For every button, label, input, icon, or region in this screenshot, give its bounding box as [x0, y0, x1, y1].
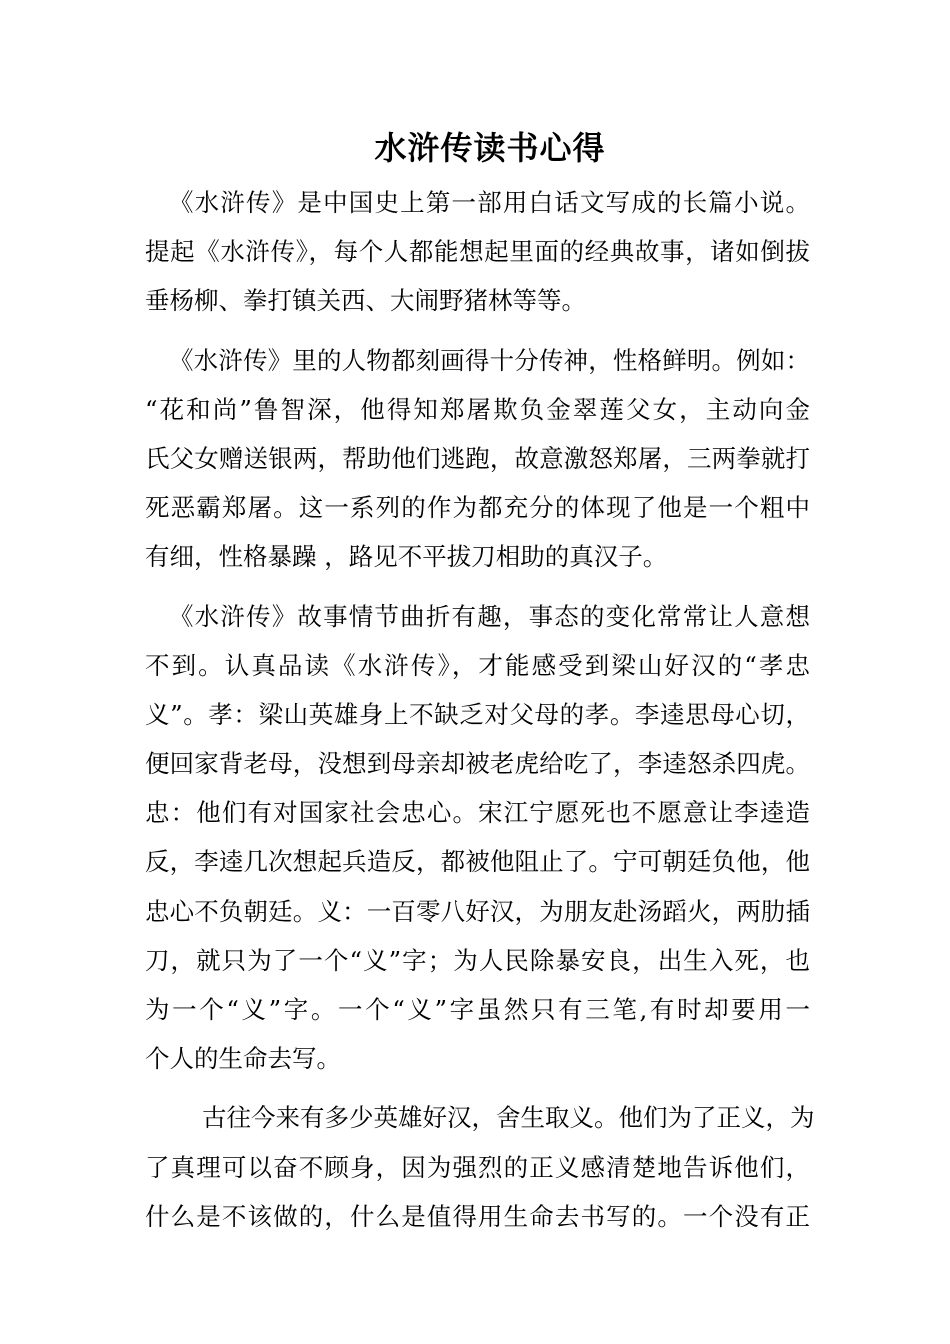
- text-line: 《水浒传》是中国史上第一部用白话文写成的长篇小说。: [169, 188, 810, 217]
- document-body: [145, 182, 815, 1245]
- text-line: 忠：他们有对国家社会忠心。宋江宁愿死也不愿意让李逵造: [145, 798, 810, 828]
- text-line: 反，李逵几次想起兵造反，都被他阻止了。宁可朝廷负他，他: [145, 847, 810, 877]
- text-line: “花和尚”鲁智深，他得知郑屠欺负金翠莲父女，主动向金: [145, 394, 810, 424]
- text-line: 了真理可以奋不顾身，因为强烈的正义感清楚地告诉他们，: [145, 1152, 810, 1182]
- text-line: 刀，就只为了一个“义”字；为人民除暴安良，出生入死，也: [145, 945, 810, 975]
- text-line: 《水浒传》故事情节曲折有趣，事态的变化常常让人意想: [169, 601, 810, 631]
- text-line: 死恶霸郑屠。这一系列的作为都充分的体现了他是一个粗中: [145, 493, 810, 523]
- text-line: 忠心不负朝廷。义：一百零八好汉，为朋友赴汤蹈火，两肋插: [145, 896, 810, 926]
- paragraph-2: [145, 340, 810, 586]
- text-line: 便回家背老母，没想到母亲却被老虎给吃了，李逵怒杀四虎。: [145, 749, 810, 779]
- text-line: 义”。孝：梁山英雄身上不缺乏对父母的孝。李逵思母心切，: [145, 699, 810, 729]
- text-line: 氏父女赠送银两，帮助他们逃跑，故意激怒郑屠，三两拳就打: [145, 443, 810, 473]
- paragraph-gap: [145, 1087, 810, 1097]
- text-line: 什么是不该做的，什么是值得用生命去书写的。一个没有正: [145, 1201, 810, 1231]
- text-line: 《水浒传》里的人物都刻画得十分传神，性格鲜明。例如：: [169, 345, 810, 375]
- paragraph-4: [145, 1097, 815, 1245]
- paragraph-gap: [145, 586, 810, 596]
- text-line: 不到。认真品读《水浒传》，才能感受到梁山好汉的“孝忠: [145, 650, 810, 680]
- text-line: 提起《水浒传》，每个人都能想起里面的经典故事，诸如倒拔: [145, 237, 810, 267]
- paragraph-3: [145, 596, 810, 1088]
- text-line: 垂杨柳、拳打镇关西、大闹野猪林等等。: [145, 286, 586, 316]
- paragraph-1: [145, 182, 810, 330]
- document-title: 水浒传读书心得: [374, 129, 606, 167]
- text-line: 有细，性格暴躁 ，路见不平拔刀相助的真汉子。: [145, 542, 668, 572]
- text-line: 个人的生命去写。: [145, 1044, 341, 1074]
- paragraph-gap: [145, 330, 810, 340]
- text-line: 古往今来有多少英雄好汉，舍生取义。他们为了正义，为: [202, 1103, 815, 1133]
- text-line: 为一个“义”字。一个“义”字虽然只有三笔,有时却要用一: [145, 995, 810, 1024]
